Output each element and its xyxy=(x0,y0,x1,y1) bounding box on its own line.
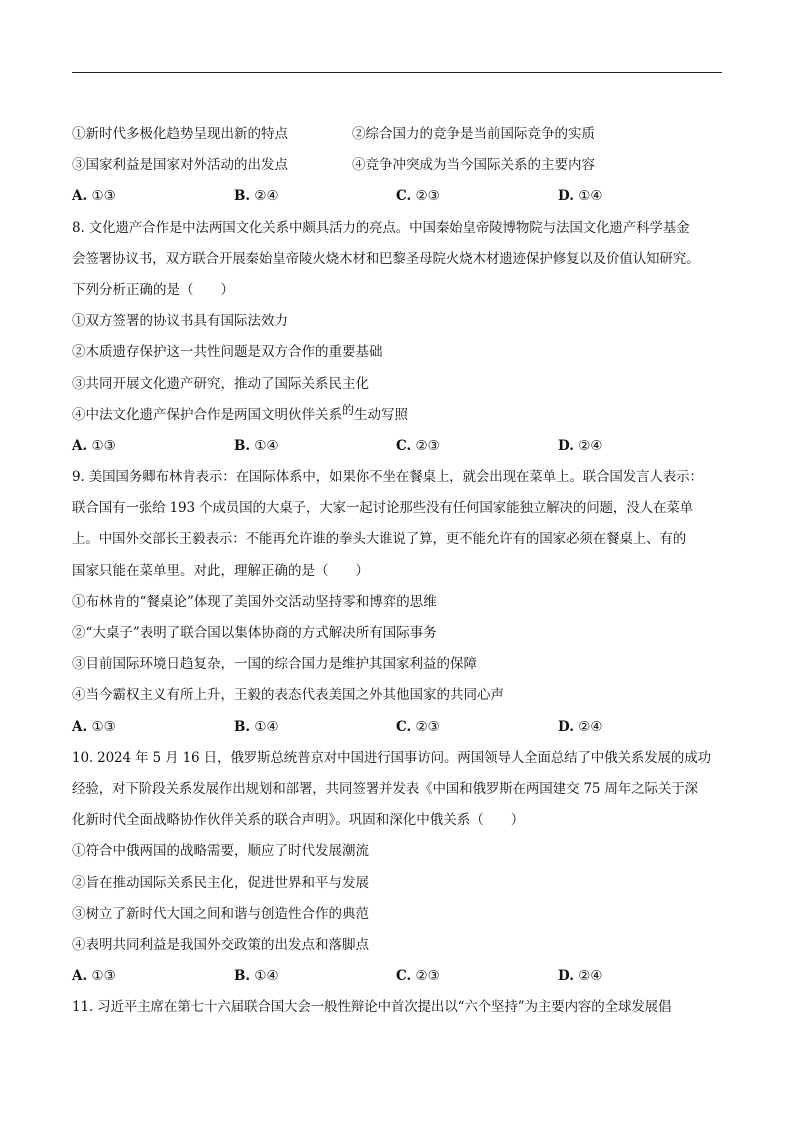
q10-choice-c[interactable]: C. ②③ xyxy=(396,968,440,985)
q7-option-4: ④竞争冲突成为当今国际关系的主要内容 xyxy=(352,157,595,174)
q8-stem-line-1: 8. 文化遗产合作是中法两国文化关系中颇具活力的亮点。中国秦始皇帝陵博物院与法国文化遗产科学基金 xyxy=(72,219,690,236)
q8-choice-b[interactable]: B. ①④ xyxy=(234,437,279,454)
q10-choice-d[interactable]: D. ②④ xyxy=(558,968,603,985)
q11-stem-line-1: 11. 习近平主席在第七十六届联合国大会一般性辩论中首次提出以“六个坚持”为主要内容的全球发展倡 xyxy=(72,999,672,1016)
q9-choice-a[interactable]: A. ①③ xyxy=(72,718,116,735)
q9-choice-b[interactable]: B. ①④ xyxy=(234,718,279,735)
q8-option-4: ④中法文化遗产保护合作是两国文明伙伴关系的生动写照 xyxy=(72,402,409,423)
q9-option-2: ②“大桌子”表明了联合国以集体协商的方式解决所有国际事务 xyxy=(72,625,437,641)
q8-option-2: ②木质遗存保护这一共性问题是双方合作的重要基础 xyxy=(72,344,383,361)
q7-options-row-1 xyxy=(72,119,732,150)
q8-option-3: ③共同开展文化遗产研究，推动了国际关系民主化 xyxy=(72,375,369,392)
q9-answer-choices xyxy=(72,712,732,743)
q10-stem-line-2: 经验，对下阶段关系发展作出规划和部署，共同签署并发表《中国和俄罗斯在两国建交 75 周年之际关于深 xyxy=(72,780,698,797)
q10-stem-line-1: 10. 2024 年 5 月 16 日，俄罗斯总统普京对中国进行国事访问。两国领导人全面总结了中俄关系发展的成功 xyxy=(72,749,711,766)
q9-stem-line-3: 上。中国外交部长王毅表示：不能再允许谁的拳头大谁说了算，更不能允许有的国家必须在餐桌上、有的 xyxy=(72,531,687,548)
q9-choice-c[interactable]: C. ②③ xyxy=(396,718,440,735)
q10-option-1: ①符合中俄两国的战略需要，顺应了时代发展潮流 xyxy=(72,843,369,860)
q7-option-1: ①新时代多极化趋势呈现出新的特点 xyxy=(72,126,288,142)
q8-stem-line-2: 会签署协议书，双方联合开展秦始皇帝陵火烧木材和巴黎圣母院火烧木材遗迹保护修复以及价值认知研究。 xyxy=(72,250,700,267)
q10-stem-line-3: 化新时代全面战略协作伙伴关系的联合声明》。巩固和深化中俄关系（ ） xyxy=(72,812,525,829)
q8-choice-c[interactable]: C. ②③ xyxy=(396,437,440,454)
q7-option-2: ②综合国力的竞争是当前国际竞争的实质 xyxy=(352,126,595,142)
q10-option-3: ③树立了新时代大国之间和谐与创造性合作的典范 xyxy=(72,905,369,922)
q9-option-3: ③目前国际环境日趋复杂，一国的综合国力是维护其国家利益的保障 xyxy=(72,656,477,673)
q10-option-4: ④表明共同利益是我国外交政策的出发点和落脚点 xyxy=(72,936,369,953)
q9-choice-d[interactable]: D. ②④ xyxy=(558,718,603,735)
q9-stem-line-2: 联合国有一张给 193 个成员国的大桌子，大家一起讨论那些没有任何国家能独立解决的问题，没人在菜单 xyxy=(72,500,693,517)
q10-option-2: ②旨在推动国际关系民主化，促进世界和平与发展 xyxy=(72,874,369,891)
q7-option-3: ③国家利益是国家对外活动的出发点 xyxy=(72,157,288,174)
q7-choice-b[interactable]: B. ②④ xyxy=(234,188,279,205)
q8-answer-choices xyxy=(72,431,732,462)
q7-choice-a[interactable]: A. ①③ xyxy=(72,188,116,205)
q8-stem-line-3: 下列分析正确的是（ ） xyxy=(72,281,234,298)
q10-answer-choices xyxy=(72,961,732,992)
exam-page-body xyxy=(72,119,732,1023)
q7-answer-choices xyxy=(72,181,732,212)
q9-stem-line-4: 国家只能在菜单里。对此，理解正确的是（ ） xyxy=(72,562,369,579)
q9-option-4: ④当今霸权主义有所上升，王毅的表态代表美国之外其他国家的共同心声 xyxy=(72,687,504,704)
q9-option-1: ①布林肯的“餐桌论”体现了美国外交活动坚持零和博弈的思维 xyxy=(72,593,437,610)
q8-option-1: ①双方签署的协议书具有国际法效力 xyxy=(72,313,288,330)
q9-stem-line-1: 9. 美国国务卿布林肯表示：在国际体系中，如果你不坐在餐桌上，就会出现在菜单上。联合国发言人表示： xyxy=(72,469,703,486)
q8-choice-d[interactable]: D. ②④ xyxy=(558,437,603,454)
q7-options-row-2 xyxy=(72,150,732,181)
header-rule xyxy=(72,72,722,73)
q8-choice-a[interactable]: A. ①③ xyxy=(72,437,116,454)
q7-choice-d[interactable]: D. ①④ xyxy=(558,188,603,205)
q10-choice-a[interactable]: A. ①③ xyxy=(72,968,116,985)
q10-choice-b[interactable]: B. ①④ xyxy=(234,968,279,985)
q7-choice-c[interactable]: C. ②③ xyxy=(396,188,440,205)
